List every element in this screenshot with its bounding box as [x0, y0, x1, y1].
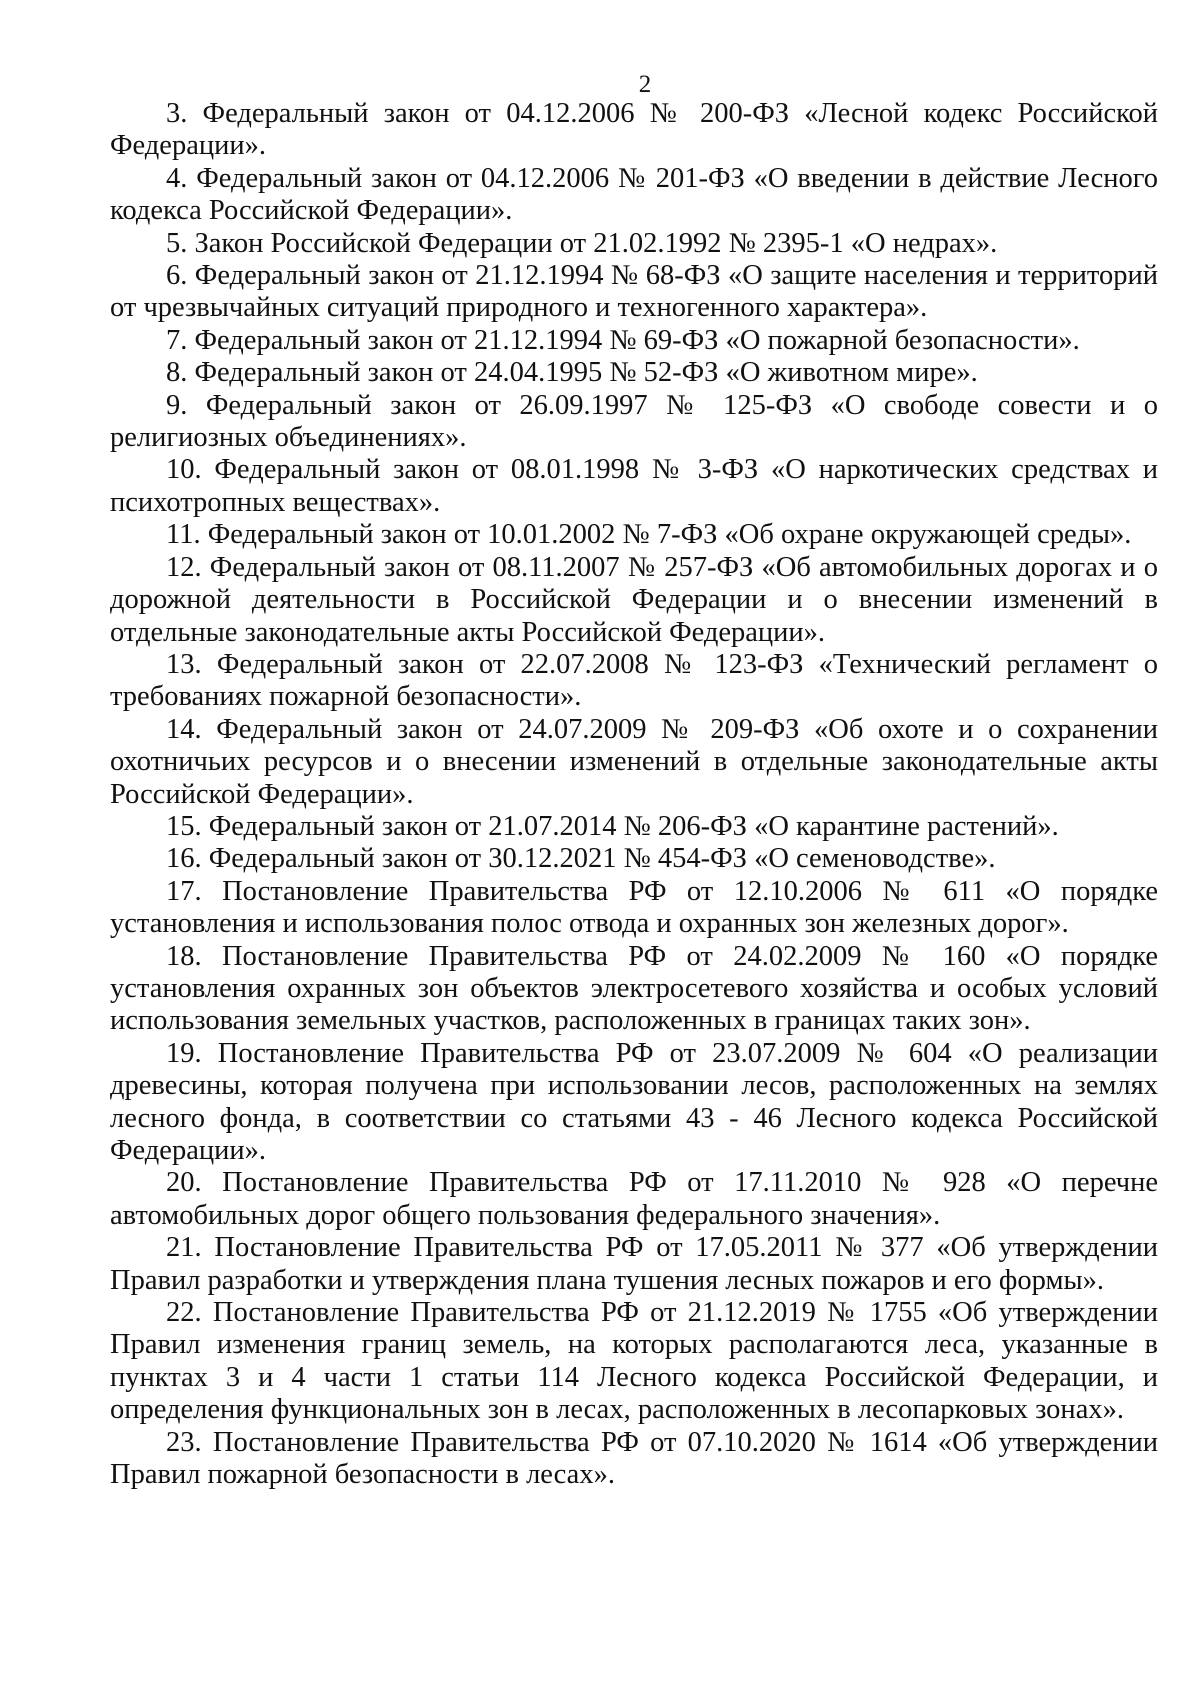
list-item: 17. Постановление Правительства РФ от 12.10.2006 № 611 «О порядке установления и использования полос отвода и охранных зон железных дорог». [110, 875, 1158, 940]
list-item: 16. Федеральный закон от 30.12.2021 № 454-ФЗ «О семеноводстве». [166, 843, 996, 875]
list-item: 5. Закон Российской Федерации от 21.02.1992 № 2395-1 «О недрах». [166, 227, 998, 259]
list-item: 4. Федеральный закон от 04.12.2006 № 201-ФЗ «О введении в действие Лесного кодекса Российской Федерации». [110, 162, 1158, 227]
list-item: 3. Федеральный закон от 04.12.2006 № 200-ФЗ «Лесной кодекс Российской Федерации». [110, 98, 1158, 162]
list-item: 15. Федеральный закон от 21.07.2014 № 206-ФЗ «О карантине растений». [166, 810, 1059, 842]
list-item: 13. Федеральный закон от 22.07.2008 № 123-ФЗ «Технический регламент о требованиях пожарной безопасности». [110, 648, 1158, 713]
list-item: 10. Федеральный закон от 08.01.1998 № 3-ФЗ «О наркотических средствах и психотропных веществах». [110, 454, 1158, 518]
list-item: 21. Постановление Правительства РФ от 17.05.2011 № 377 «Об утверждении Правил разработки и утверждения плана тушения лесных пожаров и его формы». [110, 1232, 1158, 1296]
list-item: 19. Постановление Правительства РФ от 23.07.2009 № 604 «О реализации древесины, которая получена при использовании лесов, расположенных на землях лесного фонда, в соответствии со статьями 43 - 46 Лесного кодекса Российской Федерации». [110, 1037, 1158, 1166]
list-item: 20. Постановление Правительства РФ от 17.11.2010 № 928 «О перечне автомобильных дорог общего пользования федерального значения». [110, 1167, 1158, 1231]
list-item: 9. Федеральный закон от 26.09.1997 № 125-ФЗ «О свободе совести и о религиозных объединениях». [110, 389, 1158, 454]
list-item: 6. Федеральный закон от 21.12.1994 № 68-ФЗ «О защите населения и территорий от чрезвычайных ситуаций природного и техногенного характера». [110, 260, 1158, 324]
list-item: 7. Федеральный закон от 21.12.1994 № 69-ФЗ «О пожарной безопасности». [166, 324, 1080, 356]
legal-acts-list [110, 98, 1158, 1491]
page-number: 2 [638, 71, 652, 98]
list-item: 12. Федеральный закон от 08.11.2007 № 257-ФЗ «Об автомобильных дорогах и о дорожной деятельности в Российской Федерации и о внесении изменений в отдельные законодательные акты Российской Федерации». [110, 551, 1158, 648]
list-item: 8. Федеральный закон от 24.04.1995 № 52-ФЗ «О животном мире». [166, 357, 978, 389]
list-item: 22. Постановление Правительства РФ от 21.12.2019 № 1755 «Об утверждении Правил изменения границ земель, на которых располагаются леса, указанные в пунктах 3 и 4 части 1 статьи 114 Лесного кодекса Российской Федерации, и определения функциональных зон в лесах, расположенных в лесопарковых зонах». [110, 1297, 1158, 1426]
list-item: 23. Постановление Правительства РФ от 07.10.2020 № 1614 «Об утверждении Правил пожарной безопасности в лесах». [110, 1426, 1158, 1491]
list-item: 11. Федеральный закон от 10.01.2002 № 7-ФЗ «Об охране окружающей среды». [166, 519, 1132, 551]
list-item: 18. Постановление Правительства РФ от 24.02.2009 № 160 «О порядке установления охранных зон объектов электросетевого хозяйства и особых условий использования земельных участков, расположенных в границах таких зон». [110, 940, 1158, 1037]
list-item: 14. Федеральный закон от 24.07.2009 № 209-ФЗ «Об охоте и о сохранении охотничьих ресурсов и о внесении изменений в отдельные законодательные акты Российской Федерации». [110, 713, 1158, 810]
